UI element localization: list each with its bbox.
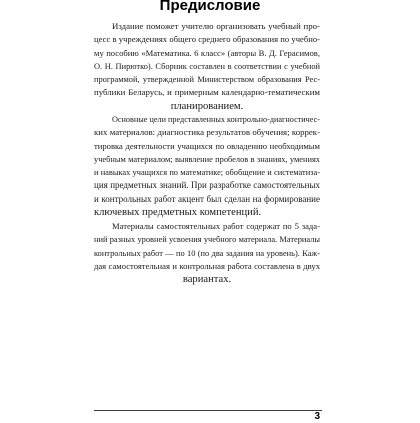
text-line: ний разных уровней усвоения учебного материала. Материалы xyxy=(94,235,320,245)
footer-rule xyxy=(94,410,322,411)
paragraph-goals xyxy=(94,113,320,219)
text-line: ких материалов: диагностика результатов обучения; коррек- xyxy=(94,127,320,138)
text-line: публики Беларусь, и примерным календарно-тематическим xyxy=(94,87,320,98)
text-line: дая самостоятельная и контрольная работа составлена в двух xyxy=(94,260,320,271)
text-line: планированием. xyxy=(170,100,244,112)
text-line: контрольных работ — по 10 (по два задания на уровень). Каж- xyxy=(94,248,320,258)
text-line: Основные цели представленных контрольно-диагностичес- xyxy=(112,115,320,124)
text-line: вариантах. xyxy=(182,274,232,285)
text-line: цесс в учреждениях общего среднего образования по учебно- xyxy=(94,34,320,45)
text-line: и контрольных работ акцент был сделан на формирование xyxy=(94,193,320,204)
text-line: тировка деятельности учащихся по овладению необходимым xyxy=(94,140,320,151)
page-title: Предисловие xyxy=(159,0,261,14)
page-number: 3 xyxy=(314,411,320,422)
text-line: ция предметных знаний. При разработке самостоятельных xyxy=(94,180,320,191)
text-line: му пособию «Математика. 6 класс» (авторы В. Д. Герасимов, xyxy=(94,47,320,58)
text-line: О. Н. Пирютко). Сборник составлен в соответствии с учебной xyxy=(94,61,320,71)
text-line: и навыках учащихся по математике; обобщение и систематиза- xyxy=(94,168,320,177)
text-line: учебным материалом; выявление пробелов в знаниях, умениях xyxy=(94,154,320,164)
paragraph-structure xyxy=(94,220,320,286)
text-line: Материалы самостоятельных работ содержат по 5 зада- xyxy=(112,221,320,231)
text-line: ключевых предметных компетенций. xyxy=(94,206,262,218)
text-line: Издание поможет учителю организовать учебный про- xyxy=(112,21,320,31)
text-line: программой, утвержденной Министерством образования Рес- xyxy=(94,75,320,84)
paragraph-intro xyxy=(94,20,320,113)
